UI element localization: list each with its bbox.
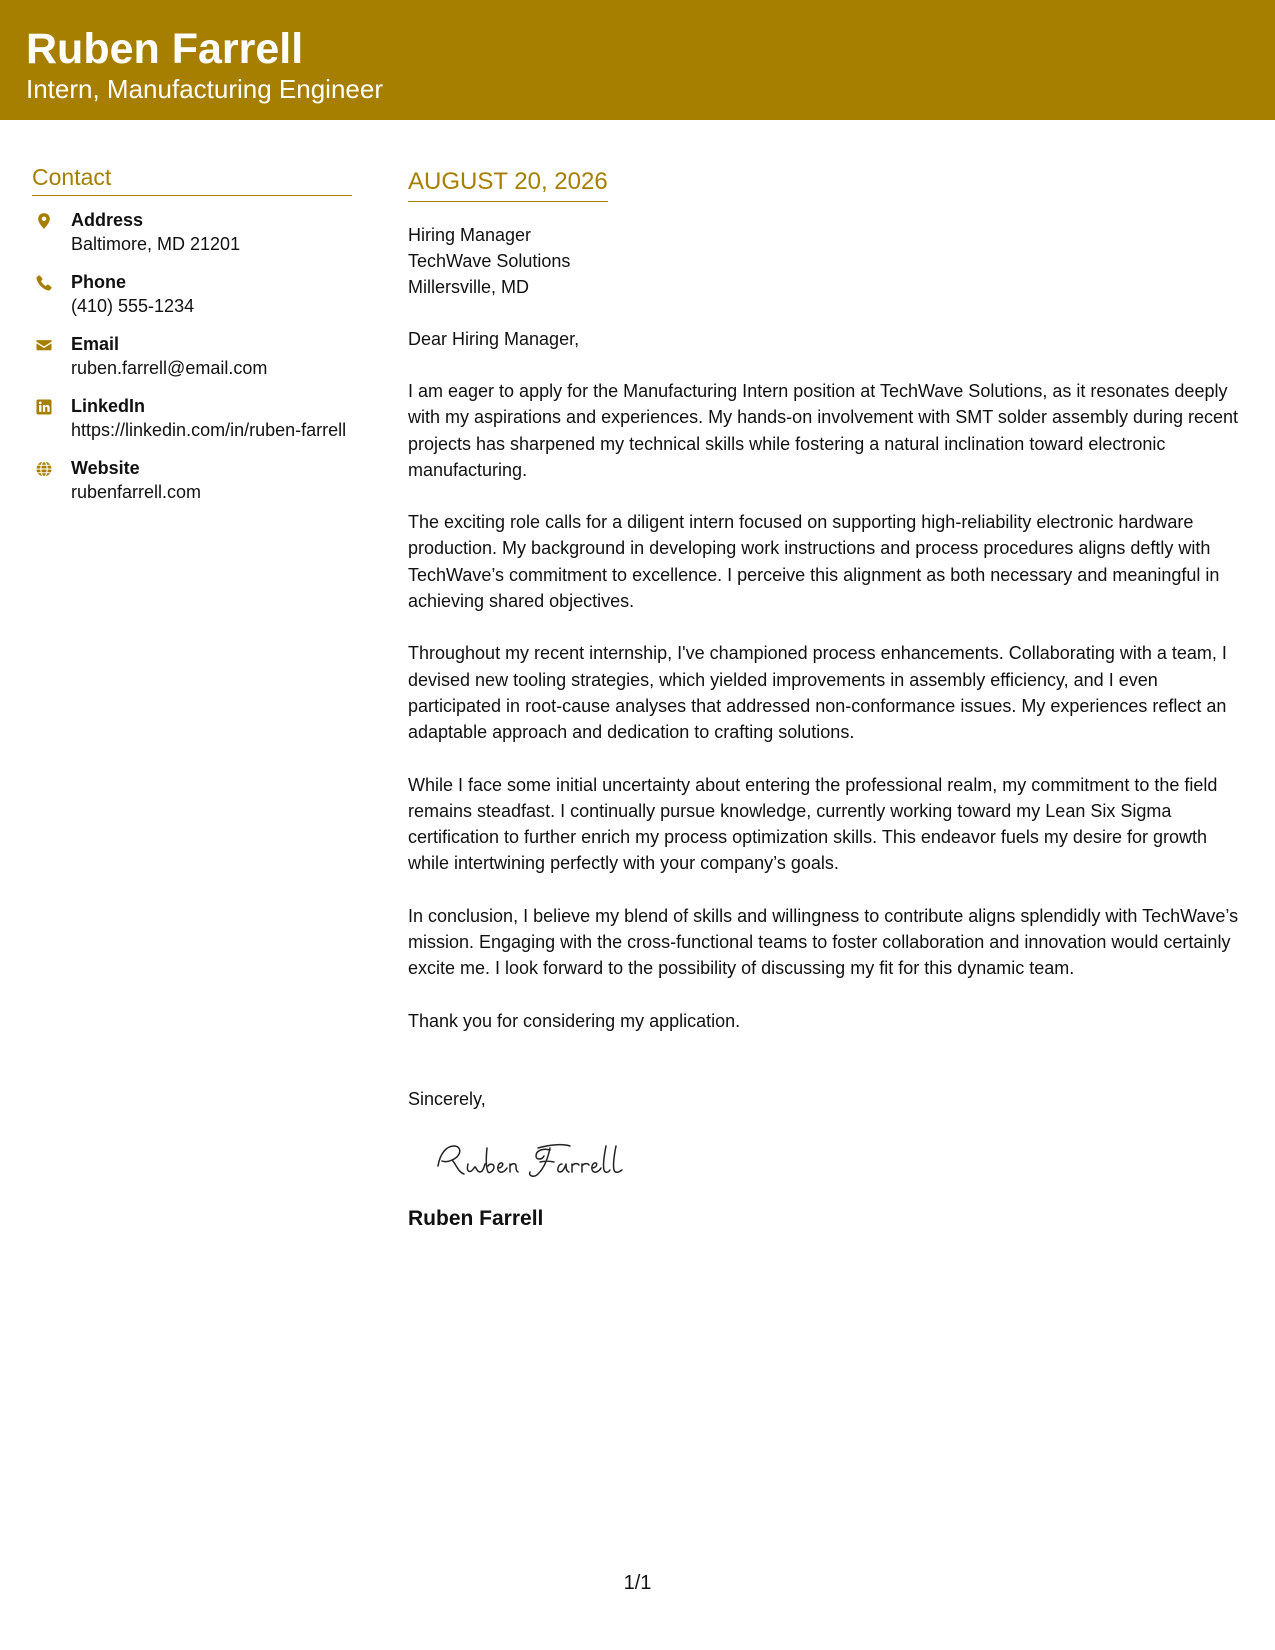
- contact-website: [32, 456, 352, 505]
- letter-body: [408, 166, 1248, 1233]
- applicant-name: Ruben Farrell: [26, 25, 304, 73]
- linkedin-value: https://linkedin.com/in/ruben-farrell: [71, 420, 347, 440]
- linkedin-label: LinkedIn: [71, 396, 146, 416]
- contact-phone: [32, 270, 352, 319]
- salutation: Dear Hiring Manager,: [408, 329, 580, 349]
- recipient-company: TechWave Solutions: [408, 251, 571, 271]
- contact-linkedin: [32, 394, 352, 443]
- address-label: Address: [71, 210, 144, 230]
- applicant-role: Intern, Manufacturing Engineer: [26, 74, 383, 104]
- website-label: Website: [71, 458, 140, 478]
- letter-date: AUGUST 20, 2026: [408, 166, 608, 202]
- contact-title: Contact: [32, 160, 352, 196]
- page-number: 1/1: [623, 1572, 652, 1594]
- signature-image: [432, 1134, 662, 1188]
- recipient-title: Hiring Manager: [408, 225, 532, 245]
- email-value: ruben.farrell@email.com: [71, 358, 268, 378]
- website-value: rubenfarrell.com: [71, 482, 202, 502]
- header-banner: [0, 0, 1275, 120]
- paragraph: Thank you for considering my application.: [408, 1010, 741, 1031]
- address-value: Baltimore, MD 21201: [71, 234, 241, 254]
- globe-icon: [35, 460, 53, 478]
- contact-address: [32, 208, 352, 257]
- paragraph: Throughout my recent internship, I've championed process enhancements. Collaborating with a team, I devised new tooling strategies, which yielded improvements in assembly efficiency, and I even participated in root-cause analyses that addressed non-conformance issues. My experiences reflect an adaptable approach and dedication to crafting solutions.: [408, 643, 1227, 743]
- phone-label: Phone: [71, 272, 127, 292]
- recipient-location: Millersville, MD: [408, 277, 529, 297]
- paragraph: I am eager to apply for the Manufacturing Intern position at TechWave Solutions, as it resonates deeply with my aspirations and experiences. My hands-on involvement with SMT solder assembly during recent projects has sharpened my technical skills while fostering a natural inclination toward electronic manufacturing.: [408, 381, 1239, 480]
- linkedin-icon: [35, 398, 53, 416]
- signer-name: Ruben Farrell: [408, 1206, 544, 1230]
- map-pin-icon: [35, 212, 53, 230]
- phone-icon: [35, 274, 53, 292]
- paragraph: The exciting role calls for a diligent intern focused on supporting high-reliability electronic hardware production. My background in developing work instructions and process procedures aligns deftly with TechWave’s commitment to excellence. I perceive this alignment as both necessary and meaningful in achieving shared objectives.: [408, 512, 1220, 612]
- recipient-block: [408, 222, 1248, 300]
- email-label: Email: [71, 334, 120, 354]
- contact-email: [32, 332, 352, 381]
- closing: Sincerely,: [408, 1088, 486, 1109]
- contact-sidebar: [32, 160, 352, 518]
- paragraph: In conclusion, I believe my blend of skills and willingness to contribute aligns splendidly with TechWave’s mission. Engaging with the cross-functional teams to foster collaboration and innovation would certainly excite me. I look forward to the possibility of discussing my fit for this dynamic team.: [408, 905, 1239, 979]
- paragraph: While I face some initial uncertainty about entering the professional realm, my commitment to the field remains steadfast. I continually pursue knowledge, currently working toward my Lean Six Sigma certification to further enrich my process optimization skills. This endeavor fuels my desire for growth while intertwining perfectly with your company’s goals.: [408, 774, 1218, 874]
- phone-value: (410) 555-1234: [71, 296, 195, 316]
- envelope-icon: [35, 336, 53, 354]
